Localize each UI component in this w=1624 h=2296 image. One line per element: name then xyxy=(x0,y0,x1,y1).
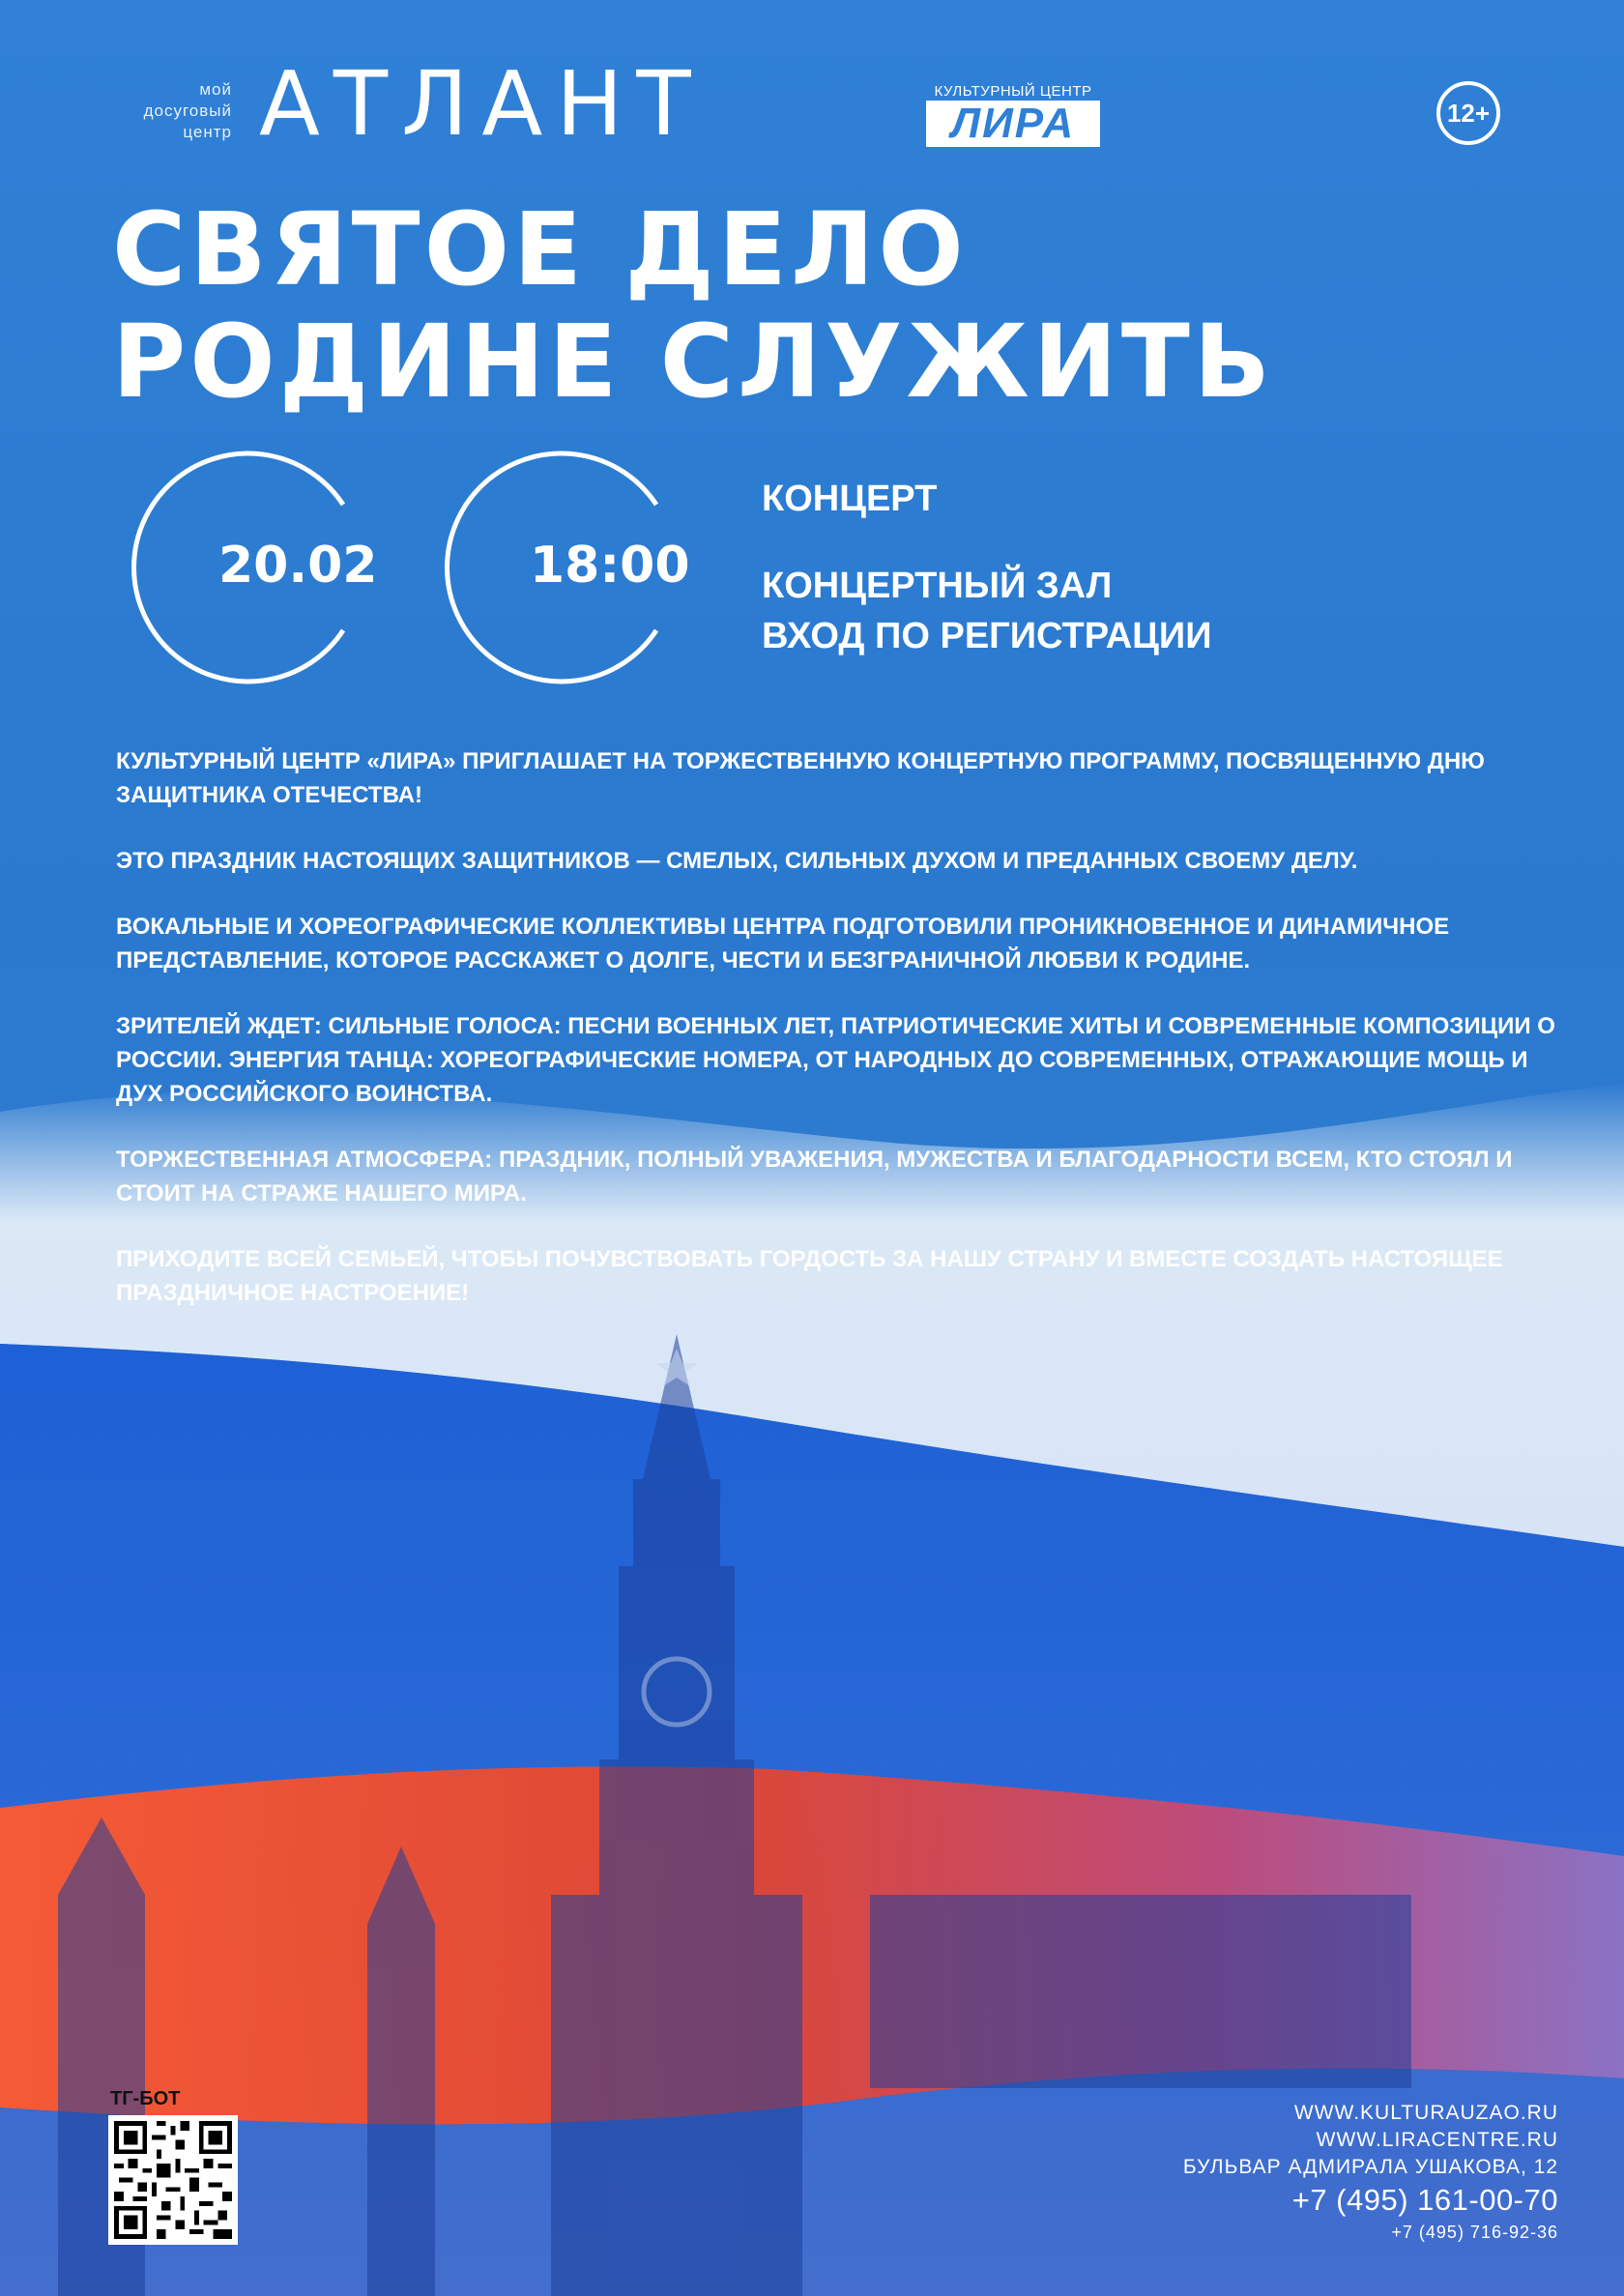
event-venue: КОНЦЕРТНЫЙ ЗАЛ xyxy=(762,566,1113,606)
description-paragraph: КУЛЬТУРНЫЙ ЦЕНТР «ЛИРА» ПРИГЛАШАЕТ НА ТОРЖЕСТВЕННУЮ КОНЦЕРТНУЮ ПРОГРАММУ, ПОСВЯЩЕННУЮ ДНЮ ЗАЩИТНИКА ОТЕЧЕСТВА! xyxy=(116,748,1485,808)
atlant-logo: АТЛАНТ xyxy=(259,52,705,156)
event-description xyxy=(116,744,1566,1342)
lira-logo-caption: КУЛЬТУРНЫЙ ЦЕНТР xyxy=(934,83,1092,100)
title-line-2: РОДИНЕ СЛУЖИТЬ xyxy=(112,303,1275,421)
title-line-1: СВЯТОЕ ДЕЛО xyxy=(112,190,968,308)
age-rating-badge: 12+ xyxy=(1436,81,1500,145)
description-paragraph: ЗРИТЕЛЕЙ ЖДЕТ: СИЛЬНЫЕ ГОЛОСА: ПЕСНИ ВОЕННЫХ ЛЕТ, ПАТРИОТИЧЕСКИЕ ХИТЫ И СОВРЕМЕННЫЕ КОМПОЗИЦИИ О РОССИИ. ЭНЕРГИЯ ТАНЦА: ХОРЕОГРАФИЧЕСКИЕ НОМЕРА, ОТ НАРОДНЫХ ДО СОВРЕМЕННЫХ, ОТРАЖАЮЩИЕ МОЩЬ И ДУХ РОССИЙСКОГО ВОИНСТВА. xyxy=(116,1013,1555,1107)
telegram-bot-label: ТГ-БОТ xyxy=(110,2088,181,2109)
description-paragraph: ВОКАЛЬНЫЕ И ХОРЕОГРАФИЧЕСКИЕ КОЛЛЕКТИВЫ ЦЕНТРА ПОДГОТОВИЛИ ПРОНИКНОВЕННОЕ И ДИНАМИЧНОЕ ПРЕДСТАВЛЕНИЕ, КОТОРОЕ РАССКАЖЕТ О ДОЛГЕ, ЧЕСТИ И БЕЗГРАНИЧНОЙ ЛЮБВИ К РОДИНЕ. xyxy=(116,914,1450,974)
event-time: 18:00 xyxy=(530,537,690,595)
contact-info xyxy=(1183,2100,1558,2245)
phone-main[interactable]: +7 (495) 161-00-70 xyxy=(1291,2183,1558,2217)
telegram-bot-qr-code[interactable] xyxy=(108,2115,238,2245)
phone-alt[interactable]: +7 (495) 716-92-36 xyxy=(1391,2223,1558,2242)
website-link-kulturauzao[interactable]: WWW.KULTURAUZAO.RU xyxy=(1293,2102,1558,2124)
event-entry: ВХОД ПО РЕГИСТРАЦИИ xyxy=(762,616,1212,656)
description-paragraph: ТОРЖЕСТВЕННАЯ АТМОСФЕРА: ПРАЗДНИК, ПОЛНЫЙ УВАЖЕНИЯ, МУЖЕСТВА И БЛАГОДАРНОСТИ ВСЕМ, КТО СТОЯЛ И СТОИТ НА СТРАЖЕ НАШЕГО МИРА. xyxy=(116,1147,1513,1206)
poster-title xyxy=(112,190,1275,421)
address-text: БУЛЬВАР АДМИРАЛА УШАКОВА, 12 xyxy=(1182,2156,1558,2178)
qr-code-icon xyxy=(114,2121,232,2239)
atlant-tagline-line: центр xyxy=(183,123,232,141)
website-link-liracentre[interactable]: WWW.LIRACENTRE.RU xyxy=(1316,2129,1558,2151)
event-date: 20.02 xyxy=(218,537,378,595)
atlant-tagline xyxy=(97,79,232,143)
event-type: КОНЦЕРТ xyxy=(762,479,938,519)
description-paragraph: ПРИХОДИТЕ ВСЕЙ СЕМЬЕЙ, ЧТОБЫ ПОЧУВСТВОВАТЬ ГОРДОСТЬ ЗА НАШУ СТРАНУ И ВМЕСТЕ СОЗДАТЬ НАСТОЯЩЕЕ ПРАЗДНИЧНОЕ НАСТРОЕНИЕ! xyxy=(116,1246,1503,1306)
atlant-tagline-line: досуговый xyxy=(143,102,232,120)
description-paragraph: ЭТО ПРАЗДНИК НАСТОЯЩИХ ЗАЩИТНИКОВ — СМЕЛЫХ, СИЛЬНЫХ ДУХОМ И ПРЕДАННЫХ СВОЕМУ ДЕЛУ. xyxy=(116,848,1358,874)
atlant-tagline-line: мой xyxy=(199,80,232,99)
lira-logo: ЛИРА xyxy=(926,101,1100,147)
